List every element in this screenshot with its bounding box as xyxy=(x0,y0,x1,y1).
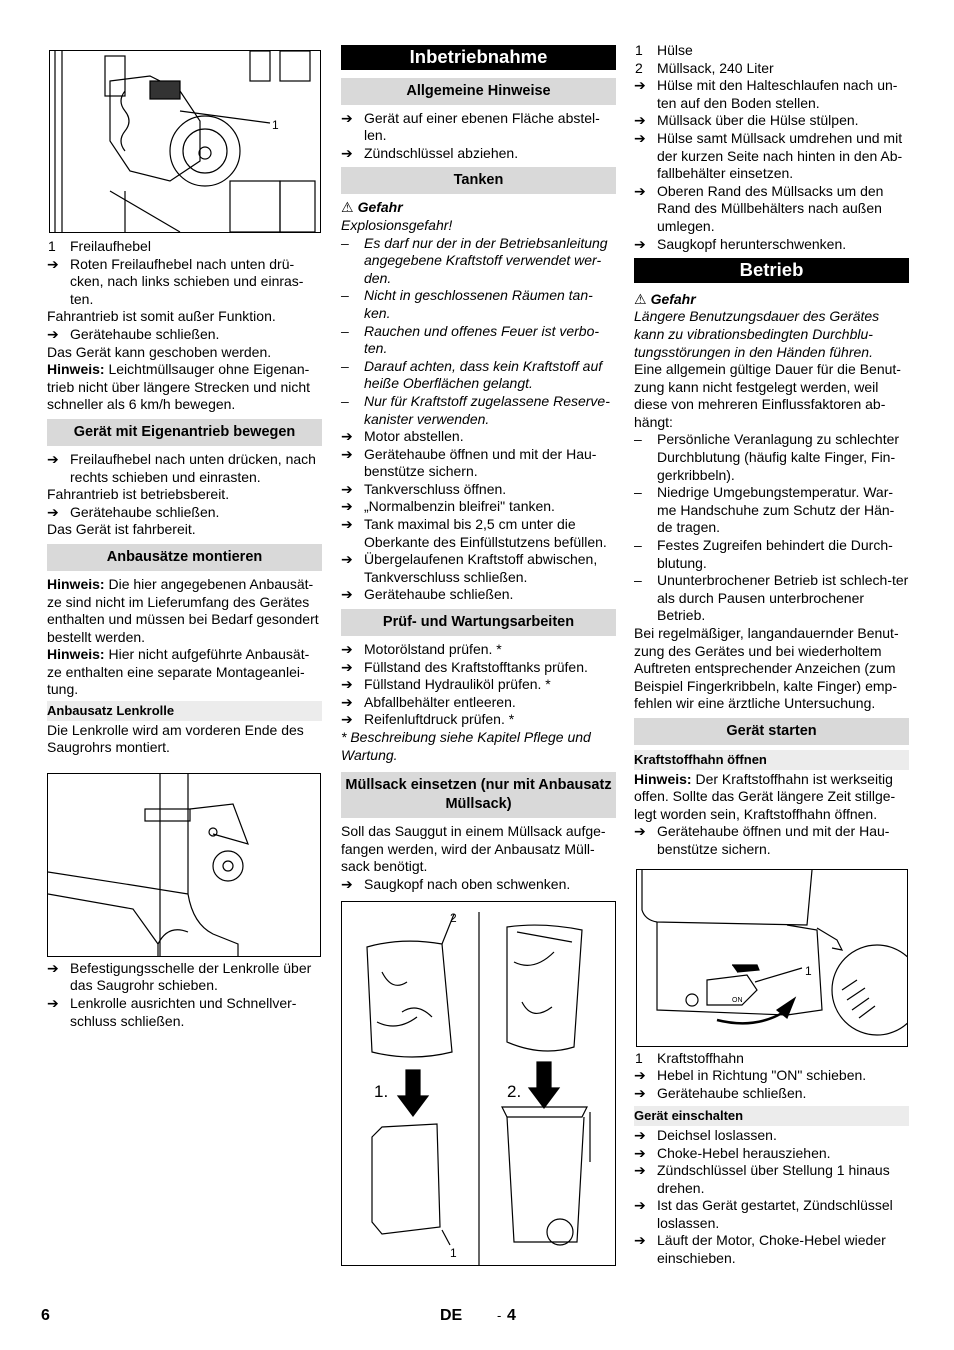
freilaufhebel-illustration xyxy=(50,51,320,232)
step-item xyxy=(634,1127,909,1145)
section-heading: Anbausätze montieren xyxy=(47,544,322,571)
dash-text: Niedrige Umgebungstemperatur. War-me Handschuhe zum Schutz der Hän-de tragen. xyxy=(657,484,895,536)
dash-item: – Ununterbrochener Betrieb ist schlech-ter als durch Pausen unterbrochener Betrieb. xyxy=(634,572,909,624)
step-item xyxy=(341,446,616,481)
hint-label: Hinweis: xyxy=(47,646,105,663)
legend-num: 1 xyxy=(635,1049,643,1066)
step-item xyxy=(341,586,616,604)
arrow-icon: ➔ xyxy=(634,1084,646,1101)
step-text: Roten Freilaufhebel nach unten drü-cken, nach links schieben und einras-ten. xyxy=(70,255,304,307)
step-text: Tank maximal bis 2,5 cm unter die Oberkante des Einfüllstutzens befüllen. xyxy=(364,516,607,550)
hint-text: Leichtmüllsauger ohne Eigenan-trieb nicht über längere Strecken und nicht schneller als 6 km/h bewegen. xyxy=(47,361,311,413)
arrow-icon: ➔ xyxy=(341,144,353,161)
arrow-icon: ➔ xyxy=(47,450,59,467)
dash-item: – Rauchen und offenes Feuer ist verbo-ten. xyxy=(341,322,600,357)
step-text: Reifenluftdruck prüfen. * xyxy=(364,711,515,728)
step-item xyxy=(341,694,616,712)
figure-lenkrolle xyxy=(47,773,321,957)
step-item xyxy=(47,960,322,995)
legend-text: Kraftstoffhahn xyxy=(657,1049,744,1066)
step-text: Gerät auf einer ebenen Fläche abstel-len. xyxy=(364,109,600,144)
arrow-icon: ➔ xyxy=(634,77,646,94)
paragraph: Längere Benutzungsdauer des Gerätes kann zu vibrationsbedingten Durchblu-tungsstörungen in den Händen führen. xyxy=(634,308,880,360)
arrow-icon: ➔ xyxy=(341,641,353,658)
lenkrolle-illustration xyxy=(48,774,320,956)
arrow-icon: ➔ xyxy=(634,235,646,252)
step-item xyxy=(634,1232,909,1267)
arrow-icon: ➔ xyxy=(341,551,353,568)
arrow-icon: ➔ xyxy=(341,480,353,497)
step-text: Oberen Rand des Müllsacks um den Rand des Müllbehälters nach außen umlegen. xyxy=(657,182,884,234)
arrow-icon: ➔ xyxy=(634,1067,646,1084)
step-item xyxy=(341,428,616,446)
step-item xyxy=(341,711,616,729)
arrow-icon: ➔ xyxy=(634,1197,646,1214)
arrow-icon: ➔ xyxy=(634,1232,646,1249)
step-text: Freilaufhebel nach unten drücken, nach rechts schieben und einrasten. xyxy=(70,450,316,485)
figure-muellsack xyxy=(341,901,616,1266)
kraftstoffhahn-illustration xyxy=(637,870,907,1046)
step-text: Läuft der Motor, Choke-Hebel wieder einschieben. xyxy=(657,1232,886,1267)
hint-paragraph xyxy=(47,576,322,646)
step-text: Füllstand Hydrauliköl prüfen. * xyxy=(364,676,551,693)
figure-kraftstoffhahn xyxy=(636,869,908,1047)
sub-page-number: 4 xyxy=(507,1307,516,1324)
dash-item: – Nur für Kraftstoff zugelassene Reserve-kanister verwenden. xyxy=(341,392,610,427)
step-text: Tankverschluss öffnen. xyxy=(364,480,507,497)
figure-freilaufhebel xyxy=(49,50,321,233)
dash-item: – Festes Zugreifen behindert die Durch-blutung. xyxy=(634,537,893,571)
section-heading: Prüf- und Wartungsarbeiten xyxy=(341,609,616,636)
step-item xyxy=(634,77,909,112)
section-heading: Müllsack einsetzen (nur mit Anbausatz Müllsack) xyxy=(341,772,616,818)
arrow-icon: ➔ xyxy=(341,428,353,445)
step-item xyxy=(341,551,616,586)
fig-label-2: 2 xyxy=(450,910,457,925)
step-item xyxy=(47,995,322,1030)
arrow-icon: ➔ xyxy=(341,498,353,515)
legend-text: Freilaufhebel xyxy=(70,238,151,254)
step-text: Gerätehaube schließen. xyxy=(70,325,220,342)
step-item xyxy=(634,1085,909,1103)
step-text: Befestigungsschelle der Lenkrolle über das Saugrohr schieben. xyxy=(70,959,312,994)
page-number: 6 xyxy=(41,1307,50,1324)
paragraph: Fahrantrieb ist somit außer Funktion. xyxy=(47,308,276,325)
section-heading: Allgemeine Hinweise xyxy=(341,78,616,105)
footnote: * Beschreibung siehe Kapitel Pflege und Wartung. xyxy=(341,729,591,763)
hint-text: Der Kraftstoffhahn ist werkseitig offen. Sollte das Gerät längere Zeit stillge-legt worden sein, Kraftstoffhahn öffnen. xyxy=(634,770,896,822)
step-item xyxy=(47,504,322,522)
arrow-icon: ➔ xyxy=(634,1144,646,1161)
paragraph: Eine allgemein gültige Dauer für die Benut-zung kann nicht festgelegt werden, weil diese von mehreren Einflussfaktoren ab-hängt: xyxy=(634,361,901,430)
step-text: Gerätehaube schließen. xyxy=(364,586,514,603)
footer-separator: - xyxy=(497,1308,502,1323)
step-text: Gerätehaube schließen. xyxy=(657,1084,807,1101)
fig1-callout: 1 xyxy=(272,118,279,132)
legend-num: 2 xyxy=(635,59,643,76)
warning-triangle-icon: ⚠ xyxy=(634,290,647,307)
arrow-icon: ➔ xyxy=(341,445,353,462)
step-item xyxy=(341,676,616,694)
subsection-heading: Gerät einschalten xyxy=(634,1106,909,1126)
arrow-icon: ➔ xyxy=(47,325,59,342)
language-code: DE xyxy=(440,1307,463,1324)
step-item xyxy=(634,1162,909,1197)
step-text: Saugkopf nach oben schwenken. xyxy=(364,875,571,892)
step-text: Zündschlüssel über Stellung 1 hinaus drehen. xyxy=(657,1162,890,1196)
step-text: Lenkrolle ausrichten und Schnellver-schluss schließen. xyxy=(70,995,297,1029)
dash-text: Ununterbrochener Betrieb ist schlech-ter als durch Pausen unterbrochener Betrieb. xyxy=(657,572,909,624)
step-item xyxy=(634,236,909,254)
danger-label xyxy=(634,291,909,309)
step-text: Ist das Gerät gestartet, Zündschlüssel loslassen. xyxy=(657,1197,893,1231)
step-item xyxy=(634,130,909,183)
dash-item: – Es darf nur der in der Betriebsanleitung angegebene Kraftstoff verwendet wer-den. xyxy=(341,234,608,286)
arrow-icon: ➔ xyxy=(47,959,59,976)
dash-item: – Persönliche Veranlagung zu schlechter Durchblutung (häufig kalte Finger, Fin-gerkribbeln). xyxy=(634,431,900,483)
step-text: Hebel in Richtung "ON" schieben. xyxy=(657,1067,867,1084)
step-text: Choke-Hebel herausziehen. xyxy=(657,1144,831,1161)
step-text: Motorölstand prüfen. * xyxy=(364,641,502,658)
column-3 xyxy=(634,42,909,1268)
step-item xyxy=(634,823,909,858)
arrow-icon: ➔ xyxy=(634,129,646,146)
legend-item xyxy=(634,60,909,78)
arrow-icon: ➔ xyxy=(341,586,353,603)
step-item xyxy=(341,110,616,145)
dash-text: Rauchen und offenes Feuer ist verbo-ten. xyxy=(364,322,600,357)
chapter-heading: Betrieb xyxy=(634,258,909,283)
step-item xyxy=(341,876,616,894)
step-item xyxy=(634,183,909,236)
fig-step-1: 1. xyxy=(374,1081,389,1101)
step-item xyxy=(47,451,322,486)
arrow-icon: ➔ xyxy=(634,1162,646,1179)
paragraph: Fahrantrieb ist betriebsbereit. xyxy=(47,486,230,503)
arrow-icon: ➔ xyxy=(341,676,353,693)
step-text: Müllsack über die Hülse stülpen. xyxy=(657,112,859,129)
dash-text: Festes Zugreifen behindert die Durch-blutung. xyxy=(657,537,893,571)
step-item xyxy=(341,641,616,659)
arrow-icon: ➔ xyxy=(341,875,353,892)
subsection-heading: Anbausatz Lenkrolle xyxy=(47,701,322,721)
section-heading: Gerät starten xyxy=(634,718,909,745)
danger-text: Gefahr xyxy=(650,290,696,307)
step-item xyxy=(634,1145,909,1163)
danger-text: Gefahr xyxy=(357,199,403,216)
fig-step-2: 2. xyxy=(507,1081,522,1101)
arrow-icon: ➔ xyxy=(634,112,646,129)
step-item xyxy=(47,326,322,344)
dash-text: Es darf nur der in der Betriebsanleitung angegebene Kraftstoff verwendet wer-den. xyxy=(364,234,608,286)
step-text: Hülse mit den Halteschlaufen nach un-ten auf den Boden stellen. xyxy=(657,77,898,111)
column-1 xyxy=(47,50,322,1030)
step-item xyxy=(341,659,616,677)
muellsack-illustration xyxy=(342,902,615,1265)
step-text: Abfallbehälter entleeren. xyxy=(364,693,516,710)
step-item xyxy=(341,516,616,551)
step-item xyxy=(47,256,322,309)
paragraph: Explosionsgefahr! xyxy=(341,216,453,233)
hint-label: Hinweis: xyxy=(47,361,105,378)
hint-paragraph xyxy=(634,771,909,824)
section-heading: Tanken xyxy=(341,167,616,194)
legend-num: 1 xyxy=(48,238,56,254)
fig-callout-1: 1 xyxy=(805,963,812,978)
paragraph: Das Gerät ist fahrbereit. xyxy=(47,521,196,538)
dash-text: Darauf achten, dass kein Kraftstoff auf heiße Oberflächen gelangt. xyxy=(364,357,603,392)
dash-text: Nicht in geschlossenen Räumen tan-ken. xyxy=(364,287,593,321)
step-item xyxy=(634,112,909,130)
hint-label: Hinweis: xyxy=(634,770,692,787)
dash-item: – Darauf achten, dass kein Kraftstoff auf heiße Oberflächen gelangt. xyxy=(341,357,603,392)
legend-text: Müllsack, 240 Liter xyxy=(657,59,774,76)
column-2 xyxy=(341,45,616,1266)
arrow-icon: ➔ xyxy=(341,516,353,533)
step-text: Hülse samt Müllsack umdrehen und mit der kurzen Seite nach hinten in den Ab-fallbehälter einsetzen. xyxy=(657,129,903,182)
legend-item xyxy=(47,238,322,256)
step-text: Motor abstellen. xyxy=(364,428,464,445)
legend-num: 1 xyxy=(635,42,643,58)
paragraph: Das Gerät kann geschoben werden. xyxy=(47,343,272,360)
step-text: Zündschlüssel abziehen. xyxy=(364,144,519,161)
step-item xyxy=(634,1067,909,1085)
hint-text: Die hier angegebenen Anbausät-ze sind nicht im Lieferumfang des Gerätes enthalten und müssen bei Bedarf gesondert bestellt werden. xyxy=(47,575,319,645)
arrow-icon: ➔ xyxy=(341,711,353,728)
step-item xyxy=(341,145,616,163)
arrow-icon: ➔ xyxy=(634,182,646,199)
arrow-icon: ➔ xyxy=(47,503,59,520)
fig-on-label: ON xyxy=(732,996,743,1004)
step-text: Übergelaufenen Kraftstoff abwischen, Tankverschluss schließen. xyxy=(364,551,598,585)
arrow-icon: ➔ xyxy=(634,823,646,840)
arrow-icon: ➔ xyxy=(341,658,353,675)
step-text: Gerätehaube öffnen und mit der Hau-benstütze sichern. xyxy=(364,445,597,480)
hint-label: Hinweis: xyxy=(47,575,105,592)
chapter-heading: Inbetriebnahme xyxy=(341,45,616,70)
warning-triangle-icon: ⚠ xyxy=(341,199,354,216)
paragraph: Bei regelmäßiger, langandauernder Benut-zung des Gerätes und bei wiederholtem Auftreten entsprechender Anzeichen (zum Beispiel Fingerkribbeln, kalte Finger) emp-fehlen wir eine ärztliche Untersuchung. xyxy=(634,625,899,712)
legend-item xyxy=(634,1050,909,1068)
hint-paragraph xyxy=(47,646,322,699)
step-text: Deichsel loslassen. xyxy=(657,1126,777,1143)
arrow-icon: ➔ xyxy=(634,1126,646,1143)
step-item xyxy=(341,498,616,516)
step-text: Gerätehaube schließen. xyxy=(70,503,220,520)
paragraph: Soll das Sauggut in einem Müllsack aufge-fangen werden, wird der Anbausatz Müll-sack benötigt. xyxy=(341,823,606,875)
step-item xyxy=(341,481,616,499)
legend-text: Hülse xyxy=(657,42,693,58)
dash-text: Nur für Kraftstoff zugelassene Reserve-kanister verwenden. xyxy=(364,392,610,427)
hint-text: Hier nicht aufgeführte Anbausät-ze enthalten eine separate Montageanlei-tung. xyxy=(47,646,310,698)
step-item xyxy=(634,1197,909,1232)
arrow-icon: ➔ xyxy=(341,693,353,710)
dash-item: – Niedrige Umgebungstemperatur. War-me Handschuhe zum Schutz der Hän-de tragen. xyxy=(634,484,895,536)
subsection-heading: Kraftstoffhahn öffnen xyxy=(634,750,909,770)
arrow-icon: ➔ xyxy=(341,109,353,126)
arrow-icon: ➔ xyxy=(47,995,59,1012)
step-text: „Normalbenzin bleifrei" tanken. xyxy=(364,498,555,515)
legend-item xyxy=(634,42,909,60)
step-text: Saugkopf herunterschwenken. xyxy=(657,235,847,252)
step-text: Füllstand des Kraftstofftanks prüfen. xyxy=(364,658,588,675)
step-text: Gerätehaube öffnen und mit der Hau-benstütze sichern. xyxy=(657,823,890,857)
danger-label xyxy=(341,199,616,217)
dash-item: – Nicht in geschlossenen Räumen tan-ken. xyxy=(341,287,593,321)
dash-text: Persönliche Veranlagung zu schlechter Durchblutung (häufig kalte Finger, Fin-gerkribbeln). xyxy=(657,431,900,483)
arrow-icon: ➔ xyxy=(47,255,59,272)
paragraph: Die Lenkrolle wird am vorderen Ende des Saugrohrs montiert. xyxy=(47,721,304,756)
hint-paragraph xyxy=(47,361,322,414)
fig-label-1: 1 xyxy=(450,1245,457,1260)
section-heading: Gerät mit Eigenantrieb bewegen xyxy=(47,419,322,446)
